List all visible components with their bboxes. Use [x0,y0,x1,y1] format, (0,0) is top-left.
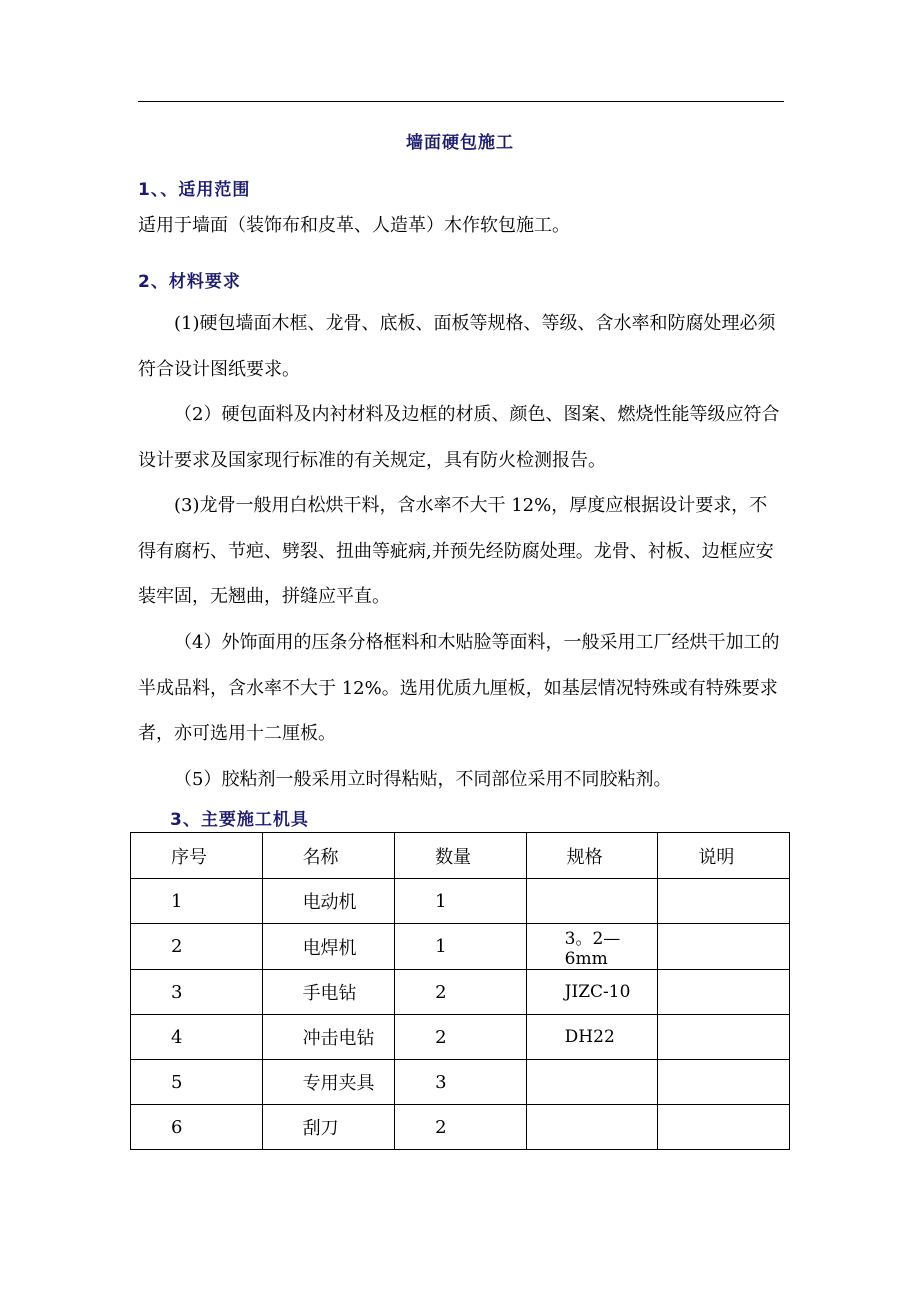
cell-quantity: 1 [395,924,527,970]
cell-note [658,1060,790,1105]
cell-quantity: 1 [395,879,527,924]
cell-quantity: 2 [395,1015,527,1060]
cell-number: 4 [131,1015,263,1060]
material-paragraph-3: (3)龙骨一般用白松烘干料，含水率不大干 12%，厚度应根据设计要求，不得有腐朽、节疤、劈裂、扭曲等疵病,并预先经防腐处理。龙骨、衬板、边框应安装牢固，无翘曲，拼缝应平直。 [138,495,774,607]
document-title: 墙面硬包施工 [406,133,514,153]
cell-number: 5 [131,1060,263,1105]
cell-quantity: 2 [395,970,527,1015]
tools-table [130,832,790,1150]
table-row [131,1015,790,1060]
cell-spec [526,879,658,924]
material-paragraph-2: （2）硬包面料及内衬材料及边框的材质、颜色、图案、燃烧性能等级应符合设计要求及国家现行标准的有关规定，具有防火检测报告。 [138,404,780,471]
header-cell-name: 名称 [262,833,395,879]
table-header-row [131,833,790,879]
cell-name: 电动机 [262,879,395,924]
cell-number: 6 [131,1105,263,1150]
cell-name: 手电钻 [262,970,395,1015]
table-row [131,970,790,1015]
cell-note [658,1015,790,1060]
cell-name: 电焊机 [262,924,395,970]
cell-note [658,970,790,1015]
material-paragraph-5: （5）胶粘剂一般采用立时得粘贴，不同部位采用不同胶粘剂。 [174,769,672,790]
cell-note [658,879,790,924]
header-cell-quantity: 数量 [395,833,527,879]
material-paragraph-1: (1)硬包墙面木框、龙骨、底板、面板等规格、等级、含水率和防腐处理必须符合设计图纸要求。 [138,313,776,380]
cell-name: 刮刀 [262,1105,395,1150]
cell-note [658,924,790,970]
cell-number: 2 [131,924,263,970]
header-cell-note: 说明 [658,833,790,879]
table-row [131,879,790,924]
cell-quantity: 2 [395,1105,527,1150]
scope-text: 适用于墙面（装饰布和皮革、人造革）木作软包施工。 [138,215,570,236]
table-row [131,1105,790,1150]
table-row [131,924,790,970]
cell-number: 1 [131,879,263,924]
header-cell-number: 序号 [131,833,263,879]
header-rule [138,101,784,102]
section-heading-scope: 1、、适用范围 [138,180,251,200]
cell-spec: 3。2—6mm [526,924,658,970]
cell-spec: DH22 [526,1015,658,1060]
cell-spec [526,1105,658,1150]
cell-spec: JIZC-10 [526,970,658,1015]
cell-note [658,1105,790,1150]
section-heading-tools: 3、主要施工机具 [170,810,309,830]
material-paragraph-4: （4）外饰面用的压条分格框料和木贴脸等面料，一般采用工厂经烘干加工的半成品料，含水率不大于 12%。选用优质九厘板，如基层情况特殊或有特殊要求者，亦可选用十二厘板。 [138,632,780,744]
table-row [131,1060,790,1105]
cell-quantity: 3 [395,1060,527,1105]
header-cell-spec: 规格 [526,833,658,879]
section-heading-materials: 2、材料要求 [138,272,241,292]
cell-spec [526,1060,658,1105]
cell-name: 冲击电钻 [262,1015,395,1060]
cell-number: 3 [131,970,263,1015]
cell-name: 专用夹具 [262,1060,395,1105]
